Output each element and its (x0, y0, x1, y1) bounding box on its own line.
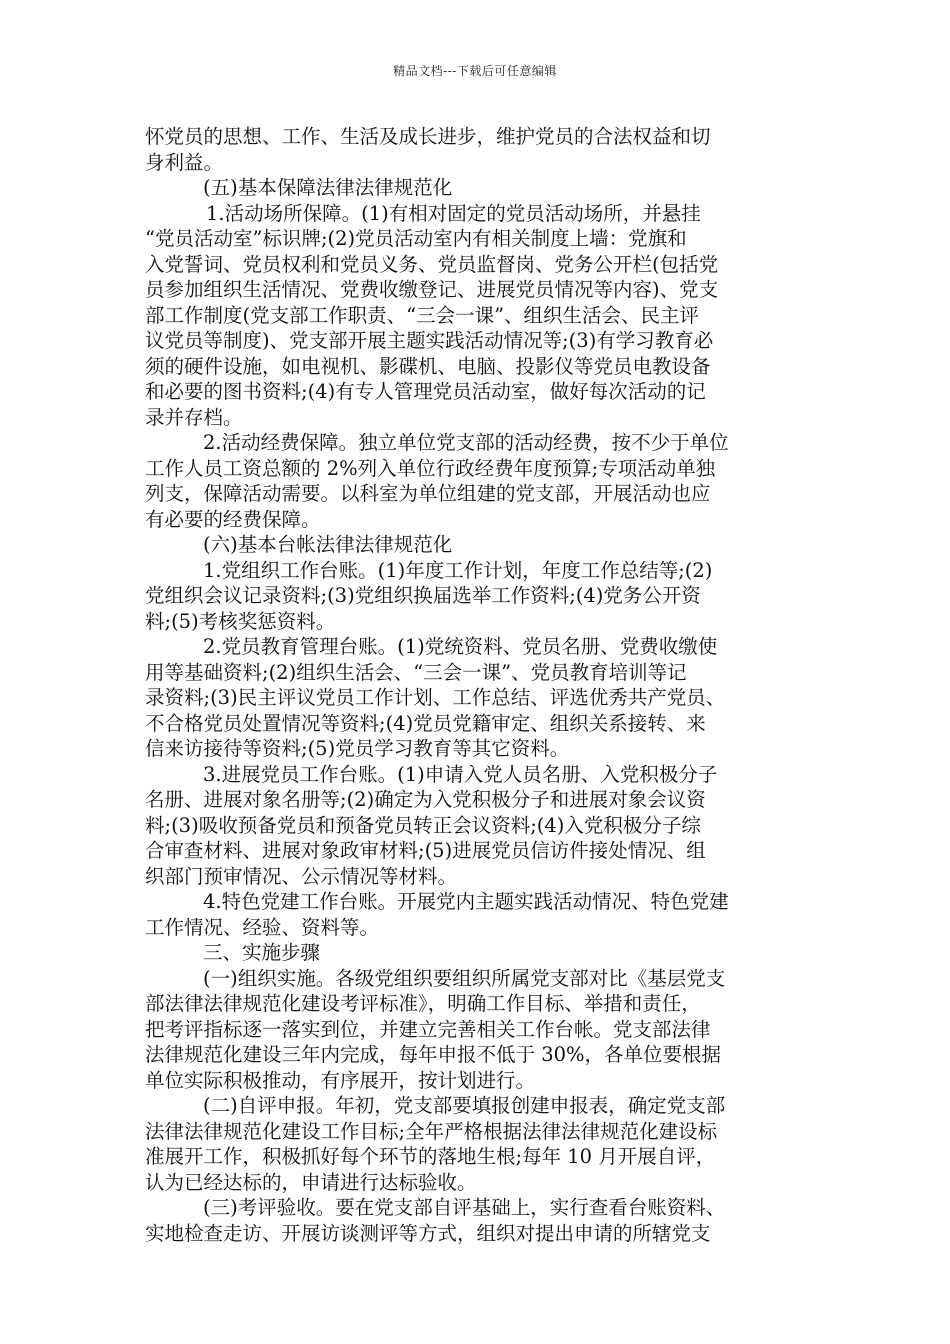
paragraph-line: 须的硬件设施，如电视机、影碟机、电脑、投影仪等党员电教设备 (145, 354, 711, 378)
paragraph-line: 名册、进展对象名册等;(2)确定为入党积极分子和进展对象会议资 (145, 788, 706, 811)
paragraph-line: (三)考评验收。要在党支部自评基础上，实行查看台账资料、 (203, 1196, 726, 1219)
paragraph-line: 有必要的经费保障。 (145, 507, 321, 531)
paragraph-line: 3.进展党员工作台账。(1)申请入党人员名册、入党积极分子 (203, 762, 718, 786)
paragraph-line: 料;(3)吸收预备党员和预备党员转正会议资料;(4)入党积极分子综 (145, 813, 701, 837)
page-header: 精品文档---下载后可任意编辑 (393, 64, 557, 78)
paragraph-line: 实地检查走访、开展访谈测评等方式，组织对提出申请的所辖党支 (145, 1221, 711, 1245)
paragraph-line: 准展开工作，积极抓好每个环节的落地生根;每年 10 月开展自评， (145, 1145, 716, 1168)
paragraph-line: 列支，保障活动需要。以科室为单位组建的党支部，开展活动也应 (145, 482, 711, 505)
paragraph-line: (六)基本台帐法律法律规范化 (203, 533, 453, 556)
paragraph-line: 身利益。 (145, 150, 224, 174)
paragraph-line: (一)组织实施。各级党组织要组织所属党支部对比《基层党支 (203, 966, 726, 990)
paragraph-line: (二)自评申报。年初，党支部要填报创建申报表，确定党支部 (203, 1094, 726, 1117)
paragraph-line: 认为已经达标的，申请进行达标验收。 (145, 1170, 477, 1194)
paragraph-line: 信来访接待等资料;(5)党员学习教育等其它资料。 (145, 737, 570, 760)
paragraph-line: 部工作制度(党支部工作职责、“三会一课”、组织生活会、民主评 (145, 303, 700, 327)
paragraph-line: 怀党员的思想、工作、生活及成长进步，维护党员的合法权益和切 (145, 125, 711, 148)
paragraph-line: 党组织会议记录资料;(3)党组织换届选举工作资料;(4)党务公开资 (145, 584, 701, 607)
paragraph-line: 工作情况、经验、资料等。 (145, 915, 380, 939)
paragraph-line: “党员活动室”标识牌;(2)党员活动室内有相关制度上墙：党旗和 (145, 227, 687, 250)
paragraph-line: 入党誓词、党员权利和党员义务、党员监督岗、党务公开栏(包括党 (145, 252, 719, 276)
paragraph-line: 用等基础资料;(2)组织生活会、“三会一课”、党员教育培训等记 (145, 660, 687, 684)
paragraph-line: 议党员等制度)、党支部开展主题实践活动情况等;(3)有学习教育必 (145, 329, 714, 352)
paragraph-line: 单位实际积极推动，有序展开，按计划进行。 (145, 1068, 536, 1092)
paragraph-line: 织部门预审情况、公示情况等材料。 (145, 864, 458, 888)
paragraph-line: 员参加组织生活情况、党费收缴登记、进展党员情况等内容)、党支 (145, 278, 719, 301)
paragraph-line: 1.活动场所保障。(1)有相对固定的党员活动场所，并悬挂 (206, 201, 701, 225)
paragraph-line: (五)基本保障法律法律规范化 (203, 176, 453, 199)
paragraph-line: 法律规范化建设三年内完成，每年申报不低于 30%，各单位要根据 (145, 1043, 722, 1066)
paragraph-line: 三、实施步骤 (203, 941, 321, 964)
paragraph-line: 录并存档。 (145, 405, 243, 429)
paragraph-line: 1.党组织工作台账。(1)年度工作计划，年度工作总结等;(2) (203, 558, 713, 582)
document-body (145, 124, 810, 1246)
paragraph-line: 2.党员教育管理台账。(1)党统资料、党员名册、党费收缴使 (203, 635, 718, 658)
paragraph-line: 料;(5)考核奖惩资料。 (145, 609, 336, 633)
paragraph-line: 把考评指标逐一落实到位，并建立完善相关工作台帐。党支部法律 (145, 1017, 711, 1041)
paragraph-line: 2.活动经费保障。独立单位党支部的活动经费，按不少于单位 (203, 431, 729, 454)
paragraph-line: 4.特色党建工作台账。开展党内主题实践活动情况、特色党建 (203, 890, 729, 913)
paragraph-line: 部法律法律规范化建设考评标准》，明确工作目标、举措和责任， (145, 992, 701, 1015)
paragraph-line: 法律法律规范化建设工作目标;全年严格根据法律法律规范化建设标 (145, 1119, 718, 1143)
paragraph-line: 合审查材料、进展对象政审材料;(5)进展党员信访件接处情况、组 (145, 839, 706, 862)
paragraph-line: 不合格党员处置情况等资料;(4)党员党籍审定、组织关系接转、来 (145, 711, 706, 735)
paragraph-line: 和必要的图书资料;(4)有专人管理党员活动室，做好每次活动的记 (145, 380, 706, 403)
paragraph-line: 工作人员工资总额的 2%列入单位行政经费年度预算;专项活动单独 (145, 456, 716, 480)
paragraph-line: 录资料;(3)民主评议党员工作计划、工作总结、评选优秀共产党员、 (145, 686, 726, 709)
